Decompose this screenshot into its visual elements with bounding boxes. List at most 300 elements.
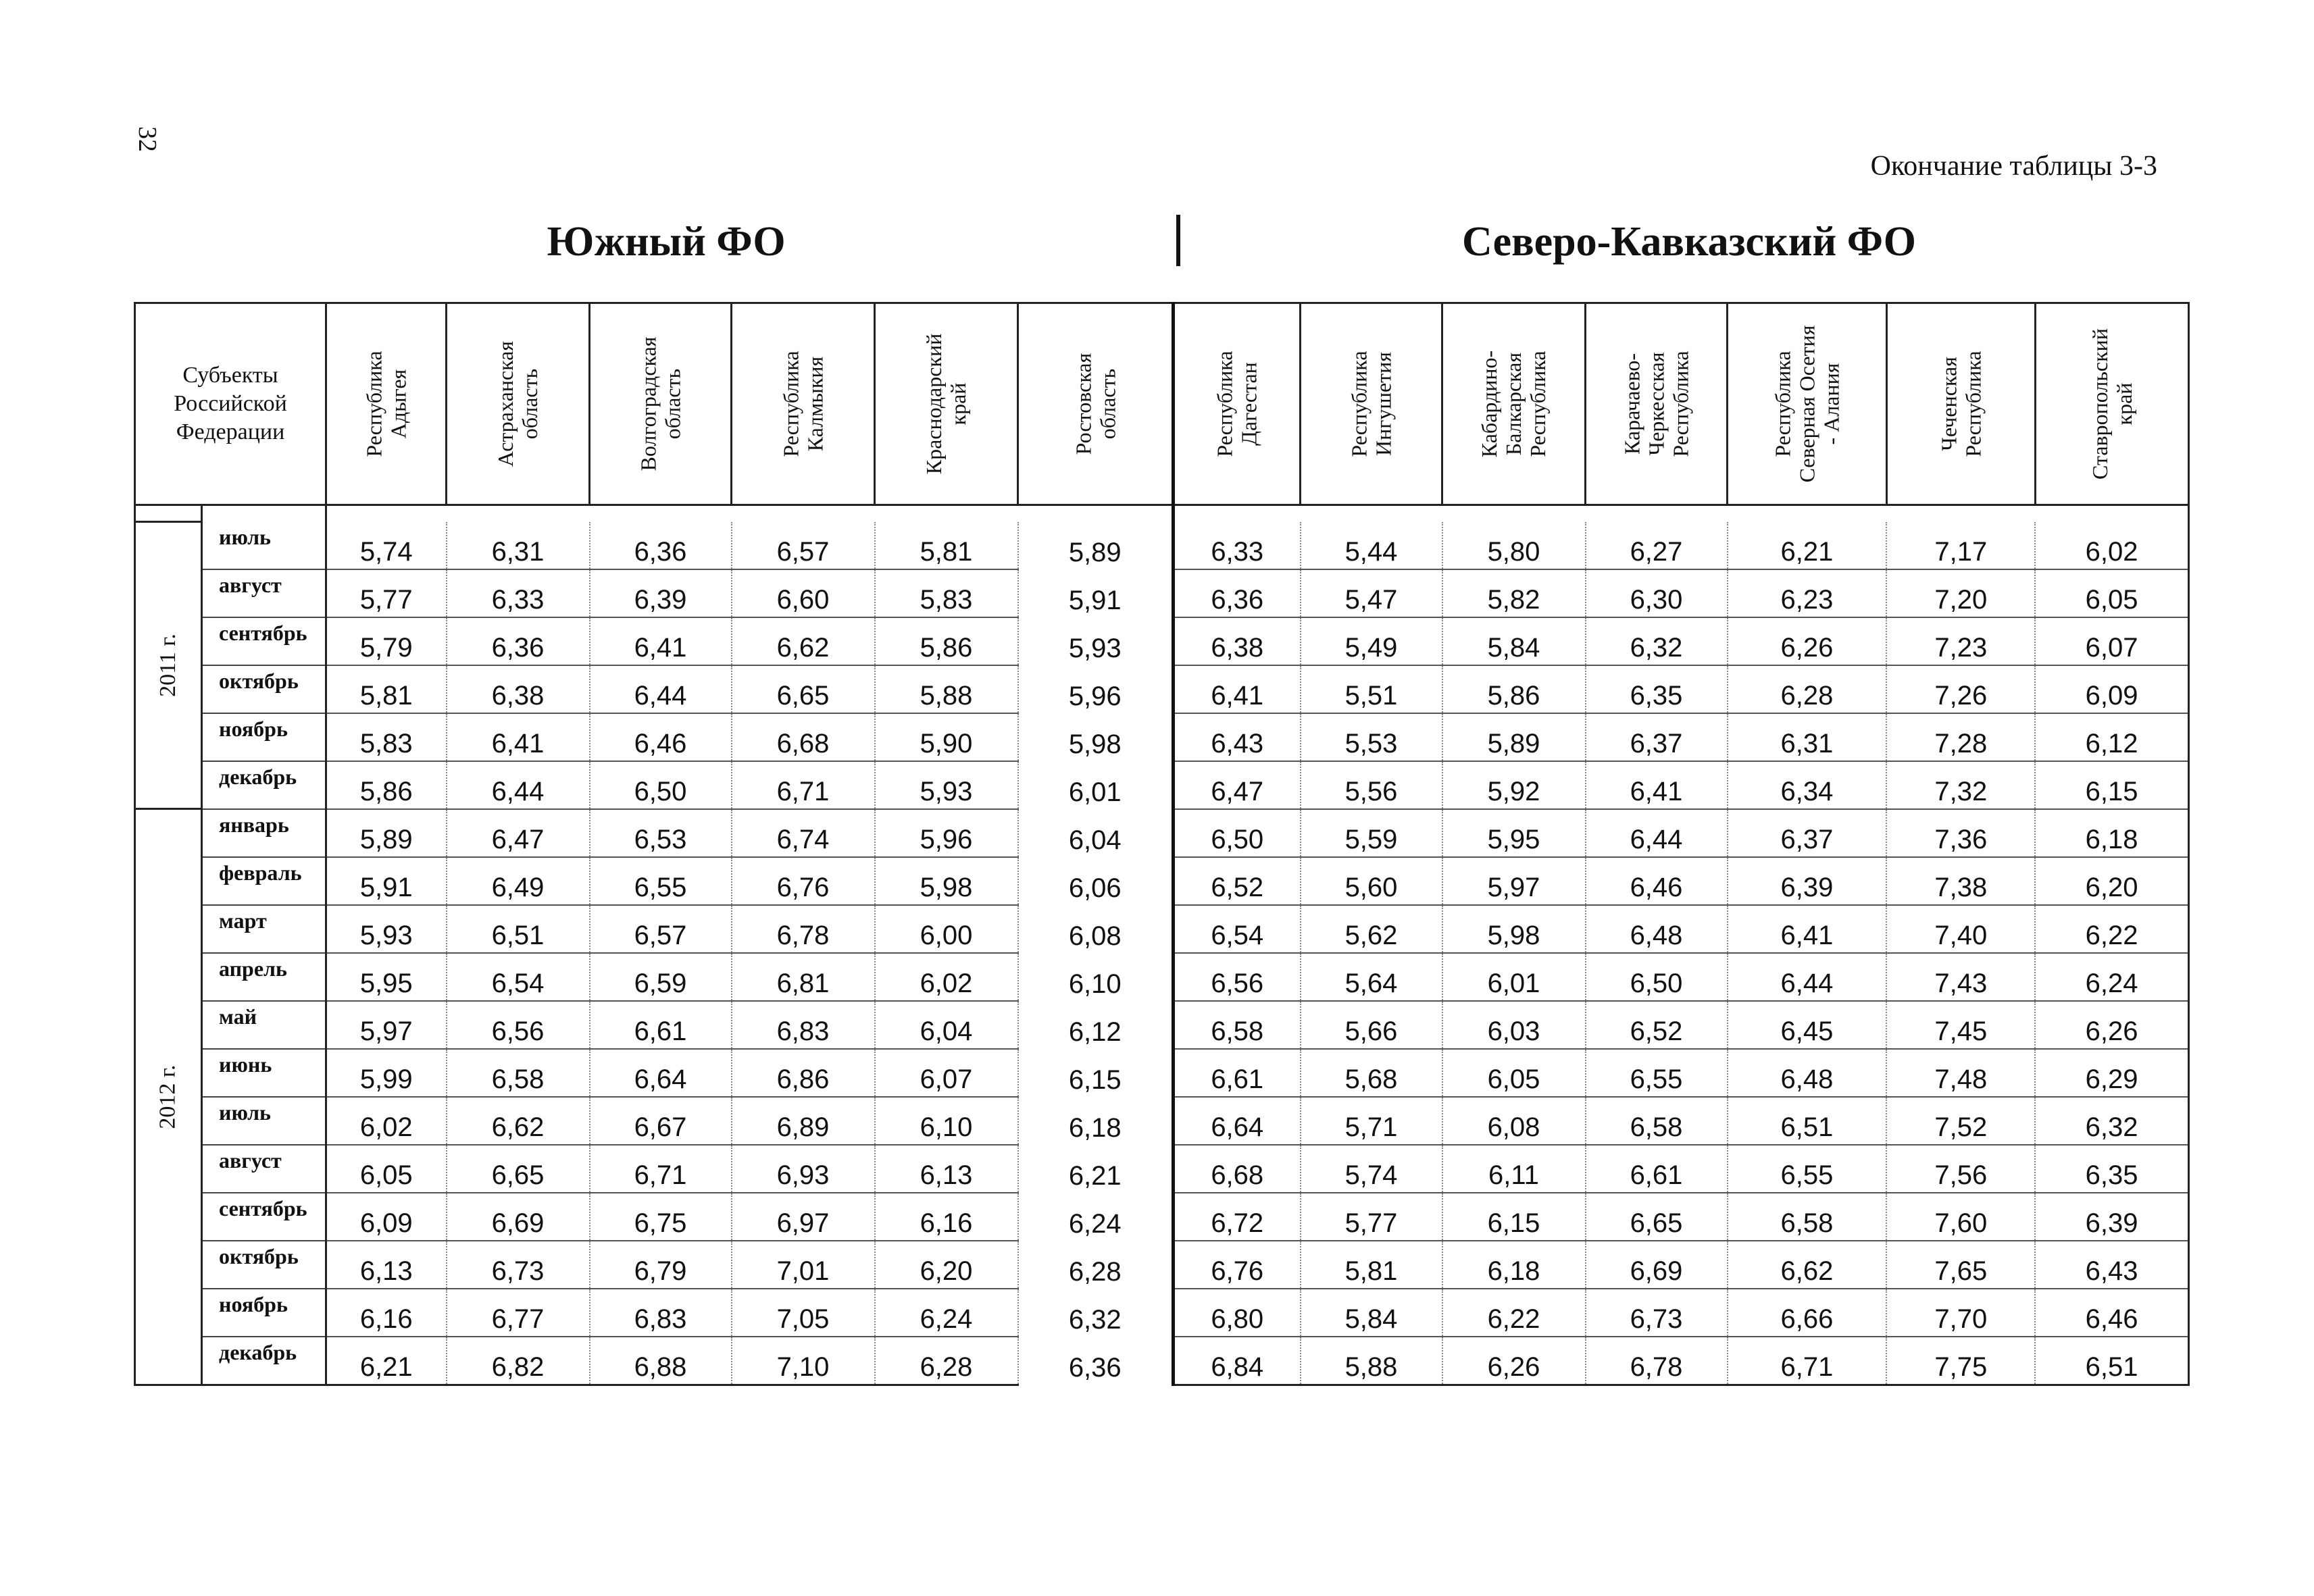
value-cell: 7,20 (1886, 569, 2035, 617)
value-cell: 6,45 (1728, 1001, 1887, 1049)
column-header-region (2035, 303, 2188, 505)
value-cell: 5,53 (1301, 713, 1442, 761)
table-row (135, 1337, 2189, 1385)
value-cell: 6,18 (1018, 1097, 1174, 1145)
value-cell: 6,39 (1728, 857, 1887, 905)
value-cell: 6,28 (875, 1337, 1018, 1385)
month-cell: март (202, 905, 326, 953)
value-cell: 5,90 (875, 713, 1018, 761)
column-header-label: Ставропольский край (2087, 328, 2136, 480)
value-cell: 6,20 (2035, 857, 2188, 905)
month-cell: октябрь (202, 1241, 326, 1289)
value-cell: 6,04 (1018, 809, 1174, 857)
value-cell: 5,56 (1301, 761, 1442, 809)
value-cell: 5,81 (1301, 1241, 1442, 1289)
value-cell: 7,05 (732, 1289, 875, 1337)
value-cell: 5,93 (875, 761, 1018, 809)
value-cell: 6,32 (1586, 617, 1728, 665)
value-cell: 6,65 (1586, 1193, 1728, 1241)
value-cell: 5,95 (1442, 809, 1586, 857)
month-cell: октябрь (202, 665, 326, 713)
column-header-region (732, 303, 875, 505)
value-cell: 6,04 (875, 1001, 1018, 1049)
value-cell: 6,41 (1728, 905, 1887, 953)
value-cell: 6,36 (1174, 569, 1301, 617)
value-cell: 6,38 (1174, 617, 1301, 665)
value-cell: 5,64 (1301, 953, 1442, 1001)
table-row (135, 1001, 2189, 1049)
value-cell: 5,49 (1301, 617, 1442, 665)
corner-header: Субъекты Российской Федерации (135, 303, 326, 505)
value-cell: 6,69 (1586, 1241, 1728, 1289)
value-cell: 5,86 (326, 761, 447, 809)
value-cell: 5,95 (326, 953, 447, 1001)
value-cell: 6,65 (447, 1145, 590, 1193)
value-cell: 6,05 (2035, 569, 2188, 617)
value-cell: 6,77 (447, 1289, 590, 1337)
value-cell: 6,07 (875, 1049, 1018, 1097)
value-cell: 6,15 (1018, 1049, 1174, 1097)
column-header-label: Республика Калмыкия (778, 351, 828, 457)
value-cell: 5,97 (1442, 857, 1586, 905)
value-cell: 5,83 (326, 713, 447, 761)
value-cell: 6,60 (732, 569, 875, 617)
value-cell: 6,43 (1174, 713, 1301, 761)
value-cell: 6,84 (1174, 1337, 1301, 1385)
value-cell: 6,05 (326, 1145, 447, 1193)
value-cell: 6,67 (590, 1097, 732, 1145)
value-cell: 7,01 (732, 1241, 875, 1289)
month-cell: сентябрь (202, 1193, 326, 1241)
value-cell: 6,61 (1174, 1049, 1301, 1097)
value-cell: 6,00 (875, 905, 1018, 953)
header-gap (135, 505, 2189, 522)
value-cell: 7,52 (1886, 1097, 2035, 1145)
value-cell: 7,28 (1886, 713, 2035, 761)
column-header-label: Краснодарский край (922, 333, 971, 475)
value-cell: 6,39 (2035, 1193, 2188, 1241)
value-cell: 6,48 (1728, 1049, 1887, 1097)
value-cell: 5,66 (1301, 1001, 1442, 1049)
value-cell: 6,43 (2035, 1241, 2188, 1289)
value-cell: 6,12 (1018, 1001, 1174, 1049)
column-header-region (875, 303, 1018, 505)
value-cell: 6,89 (732, 1097, 875, 1145)
value-cell: 6,31 (1728, 713, 1887, 761)
value-cell: 6,08 (1442, 1097, 1586, 1145)
value-cell: 5,68 (1301, 1049, 1442, 1097)
value-cell: 6,56 (447, 1001, 590, 1049)
value-cell: 6,47 (447, 809, 590, 857)
column-header-region (447, 303, 590, 505)
month-cell: август (202, 569, 326, 617)
month-cell: июль (202, 522, 326, 569)
value-cell: 6,76 (1174, 1241, 1301, 1289)
value-cell: 6,71 (732, 761, 875, 809)
value-cell: 5,91 (326, 857, 447, 905)
value-cell: 6,10 (1018, 953, 1174, 1001)
value-cell: 5,81 (875, 522, 1018, 569)
table-row (135, 761, 2189, 809)
value-cell: 6,26 (1728, 617, 1887, 665)
value-cell: 7,40 (1886, 905, 2035, 953)
value-cell: 7,70 (1886, 1289, 2035, 1337)
value-cell: 6,02 (2035, 522, 2188, 569)
table-row (135, 617, 2189, 665)
column-header-region (1018, 303, 1174, 505)
value-cell: 5,77 (326, 569, 447, 617)
value-cell: 7,10 (732, 1337, 875, 1385)
value-cell: 5,71 (1301, 1097, 1442, 1145)
value-cell: 6,83 (732, 1001, 875, 1049)
table-row (135, 857, 2189, 905)
value-cell: 6,74 (732, 809, 875, 857)
district-separator (1176, 215, 1180, 266)
value-cell: 6,37 (1728, 809, 1887, 857)
value-cell: 6,46 (1586, 857, 1728, 905)
value-cell: 6,82 (447, 1337, 590, 1385)
value-cell: 6,56 (1174, 953, 1301, 1001)
value-cell: 6,41 (1174, 665, 1301, 713)
value-cell: 6,73 (447, 1241, 590, 1289)
value-cell: 6,38 (447, 665, 590, 713)
table-row (135, 809, 2189, 857)
value-cell: 6,34 (1728, 761, 1887, 809)
value-cell: 6,62 (1728, 1241, 1887, 1289)
value-cell: 6,59 (590, 953, 732, 1001)
table-header-row (135, 303, 2189, 505)
value-cell: 5,62 (1301, 905, 1442, 953)
value-cell: 6,41 (1586, 761, 1728, 809)
value-cell: 6,58 (447, 1049, 590, 1097)
value-cell: 6,26 (1442, 1337, 1586, 1385)
value-cell: 6,30 (1586, 569, 1728, 617)
table-row (135, 1193, 2189, 1241)
value-cell: 6,44 (447, 761, 590, 809)
value-cell: 6,58 (1586, 1097, 1728, 1145)
value-cell: 6,21 (326, 1337, 447, 1385)
value-cell: 6,39 (590, 569, 732, 617)
value-cell: 7,36 (1886, 809, 2035, 857)
value-cell: 7,38 (1886, 857, 2035, 905)
value-cell: 5,74 (326, 522, 447, 569)
value-cell: 5,84 (1301, 1289, 1442, 1337)
value-cell: 6,78 (732, 905, 875, 953)
value-cell: 6,78 (1586, 1337, 1728, 1385)
value-cell: 6,66 (1728, 1289, 1887, 1337)
value-cell: 5,98 (1018, 713, 1174, 761)
value-cell: 7,75 (1886, 1337, 2035, 1385)
month-cell: ноябрь (202, 1289, 326, 1337)
value-cell: 6,50 (590, 761, 732, 809)
value-cell: 5,89 (1018, 522, 1174, 569)
column-header-label: Республика Ингушетия (1347, 351, 1396, 457)
value-cell: 6,15 (1442, 1193, 1586, 1241)
value-cell: 6,18 (2035, 809, 2188, 857)
column-header-label: Республика Дагестан (1213, 351, 1261, 457)
column-header-region (1586, 303, 1728, 505)
value-cell: 6,55 (590, 857, 732, 905)
value-cell: 6,05 (1442, 1049, 1586, 1097)
month-cell: январь (202, 809, 326, 857)
value-cell: 6,08 (1018, 905, 1174, 953)
value-cell: 6,29 (2035, 1049, 2188, 1097)
month-cell: ноябрь (202, 713, 326, 761)
table-row (135, 569, 2189, 617)
value-cell: 5,92 (1442, 761, 1586, 809)
value-cell: 6,20 (875, 1241, 1018, 1289)
value-cell: 5,88 (875, 665, 1018, 713)
value-cell: 6,58 (1174, 1001, 1301, 1049)
value-cell: 6,62 (732, 617, 875, 665)
value-cell: 7,26 (1886, 665, 2035, 713)
value-cell: 6,50 (1174, 809, 1301, 857)
value-cell: 5,83 (875, 569, 1018, 617)
month-cell: апрель (202, 953, 326, 1001)
value-cell: 6,46 (2035, 1289, 2188, 1337)
value-cell: 6,33 (447, 569, 590, 617)
value-cell: 6,64 (590, 1049, 732, 1097)
value-cell: 6,61 (1586, 1145, 1728, 1193)
value-cell: 6,03 (1442, 1001, 1586, 1049)
month-cell: декабрь (202, 761, 326, 809)
value-cell: 5,80 (1442, 522, 1586, 569)
value-cell: 6,50 (1586, 953, 1728, 1001)
value-cell: 5,74 (1301, 1145, 1442, 1193)
value-cell: 6,13 (326, 1241, 447, 1289)
value-cell: 6,47 (1174, 761, 1301, 809)
value-cell: 6,49 (447, 857, 590, 905)
value-cell: 6,69 (447, 1193, 590, 1241)
value-cell: 6,21 (1728, 522, 1887, 569)
year-cell (135, 522, 202, 809)
value-cell: 5,84 (1442, 617, 1586, 665)
value-cell: 6,93 (732, 1145, 875, 1193)
value-cell: 6,11 (1442, 1145, 1586, 1193)
value-cell: 6,83 (590, 1289, 732, 1337)
value-cell: 5,59 (1301, 809, 1442, 857)
table-row (135, 1097, 2189, 1145)
value-cell: 6,68 (1174, 1145, 1301, 1193)
value-cell: 6,44 (1728, 953, 1887, 1001)
column-header-region (1886, 303, 2035, 505)
value-cell: 6,22 (2035, 905, 2188, 953)
value-cell: 6,16 (875, 1193, 1018, 1241)
value-cell: 5,79 (326, 617, 447, 665)
value-cell: 5,93 (326, 905, 447, 953)
value-cell: 6,12 (2035, 713, 2188, 761)
district-title-north-caucasus: Северо-Кавказский ФО (1462, 219, 1916, 265)
column-header-region (326, 303, 447, 505)
value-cell: 6,09 (326, 1193, 447, 1241)
value-cell: 6,22 (1442, 1289, 1586, 1337)
value-cell: 6,57 (732, 522, 875, 569)
value-cell: 7,45 (1886, 1001, 2035, 1049)
value-cell: 6,51 (447, 905, 590, 953)
column-header-label: Чеченская Республика (1936, 351, 1986, 457)
column-header-label: Республика Адыгея (361, 351, 411, 457)
value-cell: 6,26 (2035, 1001, 2188, 1049)
table-row (135, 713, 2189, 761)
value-cell: 7,43 (1886, 953, 2035, 1001)
value-cell: 6,76 (732, 857, 875, 905)
value-cell: 6,51 (1728, 1097, 1887, 1145)
value-cell: 6,33 (1174, 522, 1301, 569)
value-cell: 7,23 (1886, 617, 2035, 665)
value-cell: 6,80 (1174, 1289, 1301, 1337)
column-header-label: Астраханская область (493, 340, 543, 467)
value-cell: 6,32 (1018, 1289, 1174, 1337)
value-cell: 6,79 (590, 1241, 732, 1289)
value-cell: 6,18 (1442, 1241, 1586, 1289)
value-cell: 6,01 (1442, 953, 1586, 1001)
month-cell: май (202, 1001, 326, 1049)
column-header-label: Республика Северная Осетия - Алания (1770, 325, 1844, 483)
month-cell: сентябрь (202, 617, 326, 665)
value-cell: 6,52 (1586, 1001, 1728, 1049)
value-cell: 5,91 (1018, 569, 1174, 617)
value-cell: 6,62 (447, 1097, 590, 1145)
value-cell: 6,02 (326, 1097, 447, 1145)
value-cell: 7,17 (1886, 522, 2035, 569)
value-cell: 6,65 (732, 665, 875, 713)
value-cell: 6,06 (1018, 857, 1174, 905)
value-cell: 6,41 (447, 713, 590, 761)
value-cell: 6,58 (1728, 1193, 1887, 1241)
value-cell: 6,44 (590, 665, 732, 713)
value-cell: 6,24 (1018, 1193, 1174, 1241)
month-cell: август (202, 1145, 326, 1193)
value-cell: 5,98 (1442, 905, 1586, 953)
value-cell: 6,41 (590, 617, 732, 665)
column-header-label: Ростовская область (1070, 353, 1120, 455)
value-cell: 6,35 (2035, 1145, 2188, 1193)
table-row (135, 665, 2189, 713)
value-cell: 6,54 (1174, 905, 1301, 953)
column-header-region (1442, 303, 1586, 505)
value-cell: 6,02 (875, 953, 1018, 1001)
value-cell: 6,46 (590, 713, 732, 761)
value-cell: 6,13 (875, 1145, 1018, 1193)
value-cell: 6,36 (447, 617, 590, 665)
value-cell: 5,86 (875, 617, 1018, 665)
value-cell: 6,71 (590, 1145, 732, 1193)
value-cell: 6,36 (1018, 1337, 1174, 1385)
page-number: 32 (133, 126, 161, 152)
value-cell: 6,86 (732, 1049, 875, 1097)
column-header-label: Карачаево- Черкесская Республика (1619, 351, 1693, 457)
column-header-region (590, 303, 732, 505)
value-cell: 6,09 (2035, 665, 2188, 713)
table-row (135, 522, 2189, 569)
year-cell (135, 809, 202, 1385)
column-header-region (1301, 303, 1442, 505)
value-cell: 5,60 (1301, 857, 1442, 905)
value-cell: 6,24 (875, 1289, 1018, 1337)
value-cell: 5,99 (326, 1049, 447, 1097)
value-cell: 7,65 (1886, 1241, 2035, 1289)
value-cell: 7,32 (1886, 761, 2035, 809)
value-cell: 5,81 (326, 665, 447, 713)
value-cell: 6,97 (732, 1193, 875, 1241)
value-cell: 6,31 (447, 522, 590, 569)
value-cell: 5,88 (1301, 1337, 1442, 1385)
value-cell: 5,96 (875, 809, 1018, 857)
value-cell: 6,28 (1728, 665, 1887, 713)
value-cell: 6,64 (1174, 1097, 1301, 1145)
value-cell: 5,86 (1442, 665, 1586, 713)
value-cell: 6,37 (1586, 713, 1728, 761)
value-cell: 6,23 (1728, 569, 1887, 617)
column-header-label: Волгоградская область (636, 336, 685, 471)
value-cell: 5,97 (326, 1001, 447, 1049)
year-label: 2012 г. (155, 1064, 180, 1129)
value-cell: 6,54 (447, 953, 590, 1001)
value-cell: 7,48 (1886, 1049, 2035, 1097)
month-cell: декабрь (202, 1337, 326, 1385)
value-cell: 5,51 (1301, 665, 1442, 713)
table-row (135, 905, 2189, 953)
value-cell: 5,77 (1301, 1193, 1442, 1241)
value-cell: 7,56 (1886, 1145, 2035, 1193)
value-cell: 6,75 (590, 1193, 732, 1241)
value-cell: 6,68 (732, 713, 875, 761)
table-row (135, 1145, 2189, 1193)
tariff-table (134, 302, 2190, 1386)
value-cell: 6,81 (732, 953, 875, 1001)
table-row (135, 1049, 2189, 1097)
table-row (135, 1241, 2189, 1289)
value-cell: 6,55 (1728, 1145, 1887, 1193)
value-cell: 5,98 (875, 857, 1018, 905)
value-cell: 6,72 (1174, 1193, 1301, 1241)
value-cell: 5,89 (1442, 713, 1586, 761)
value-cell: 5,82 (1442, 569, 1586, 617)
column-header-region (1174, 303, 1301, 505)
table-row (135, 1289, 2189, 1337)
value-cell: 5,47 (1301, 569, 1442, 617)
value-cell: 6,10 (875, 1097, 1018, 1145)
value-cell: 6,07 (2035, 617, 2188, 665)
district-title-south: Южный ФО (547, 219, 786, 265)
value-cell: 5,96 (1018, 665, 1174, 713)
value-cell: 6,16 (326, 1289, 447, 1337)
value-cell: 6,21 (1018, 1145, 1174, 1193)
value-cell: 6,71 (1728, 1337, 1887, 1385)
year-label: 2011 г. (155, 634, 180, 697)
value-cell: 5,44 (1301, 522, 1442, 569)
value-cell: 6,44 (1586, 809, 1728, 857)
value-cell: 6,36 (590, 522, 732, 569)
value-cell: 6,01 (1018, 761, 1174, 809)
month-cell: февраль (202, 857, 326, 905)
column-header-region (1728, 303, 1887, 505)
value-cell: 7,60 (1886, 1193, 2035, 1241)
value-cell: 6,27 (1586, 522, 1728, 569)
value-cell: 6,24 (2035, 953, 2188, 1001)
value-cell: 6,57 (590, 905, 732, 953)
value-cell: 6,52 (1174, 857, 1301, 905)
table-caption: Окончание таблицы 3-3 (1870, 151, 2157, 182)
value-cell: 5,93 (1018, 617, 1174, 665)
value-cell: 6,53 (590, 809, 732, 857)
value-cell: 6,55 (1586, 1049, 1728, 1097)
value-cell: 6,88 (590, 1337, 732, 1385)
month-cell: июль (202, 1097, 326, 1145)
column-header-label: Кабардино- Балкарская Республика (1477, 350, 1551, 458)
value-cell: 6,73 (1586, 1289, 1728, 1337)
value-cell: 6,61 (590, 1001, 732, 1049)
